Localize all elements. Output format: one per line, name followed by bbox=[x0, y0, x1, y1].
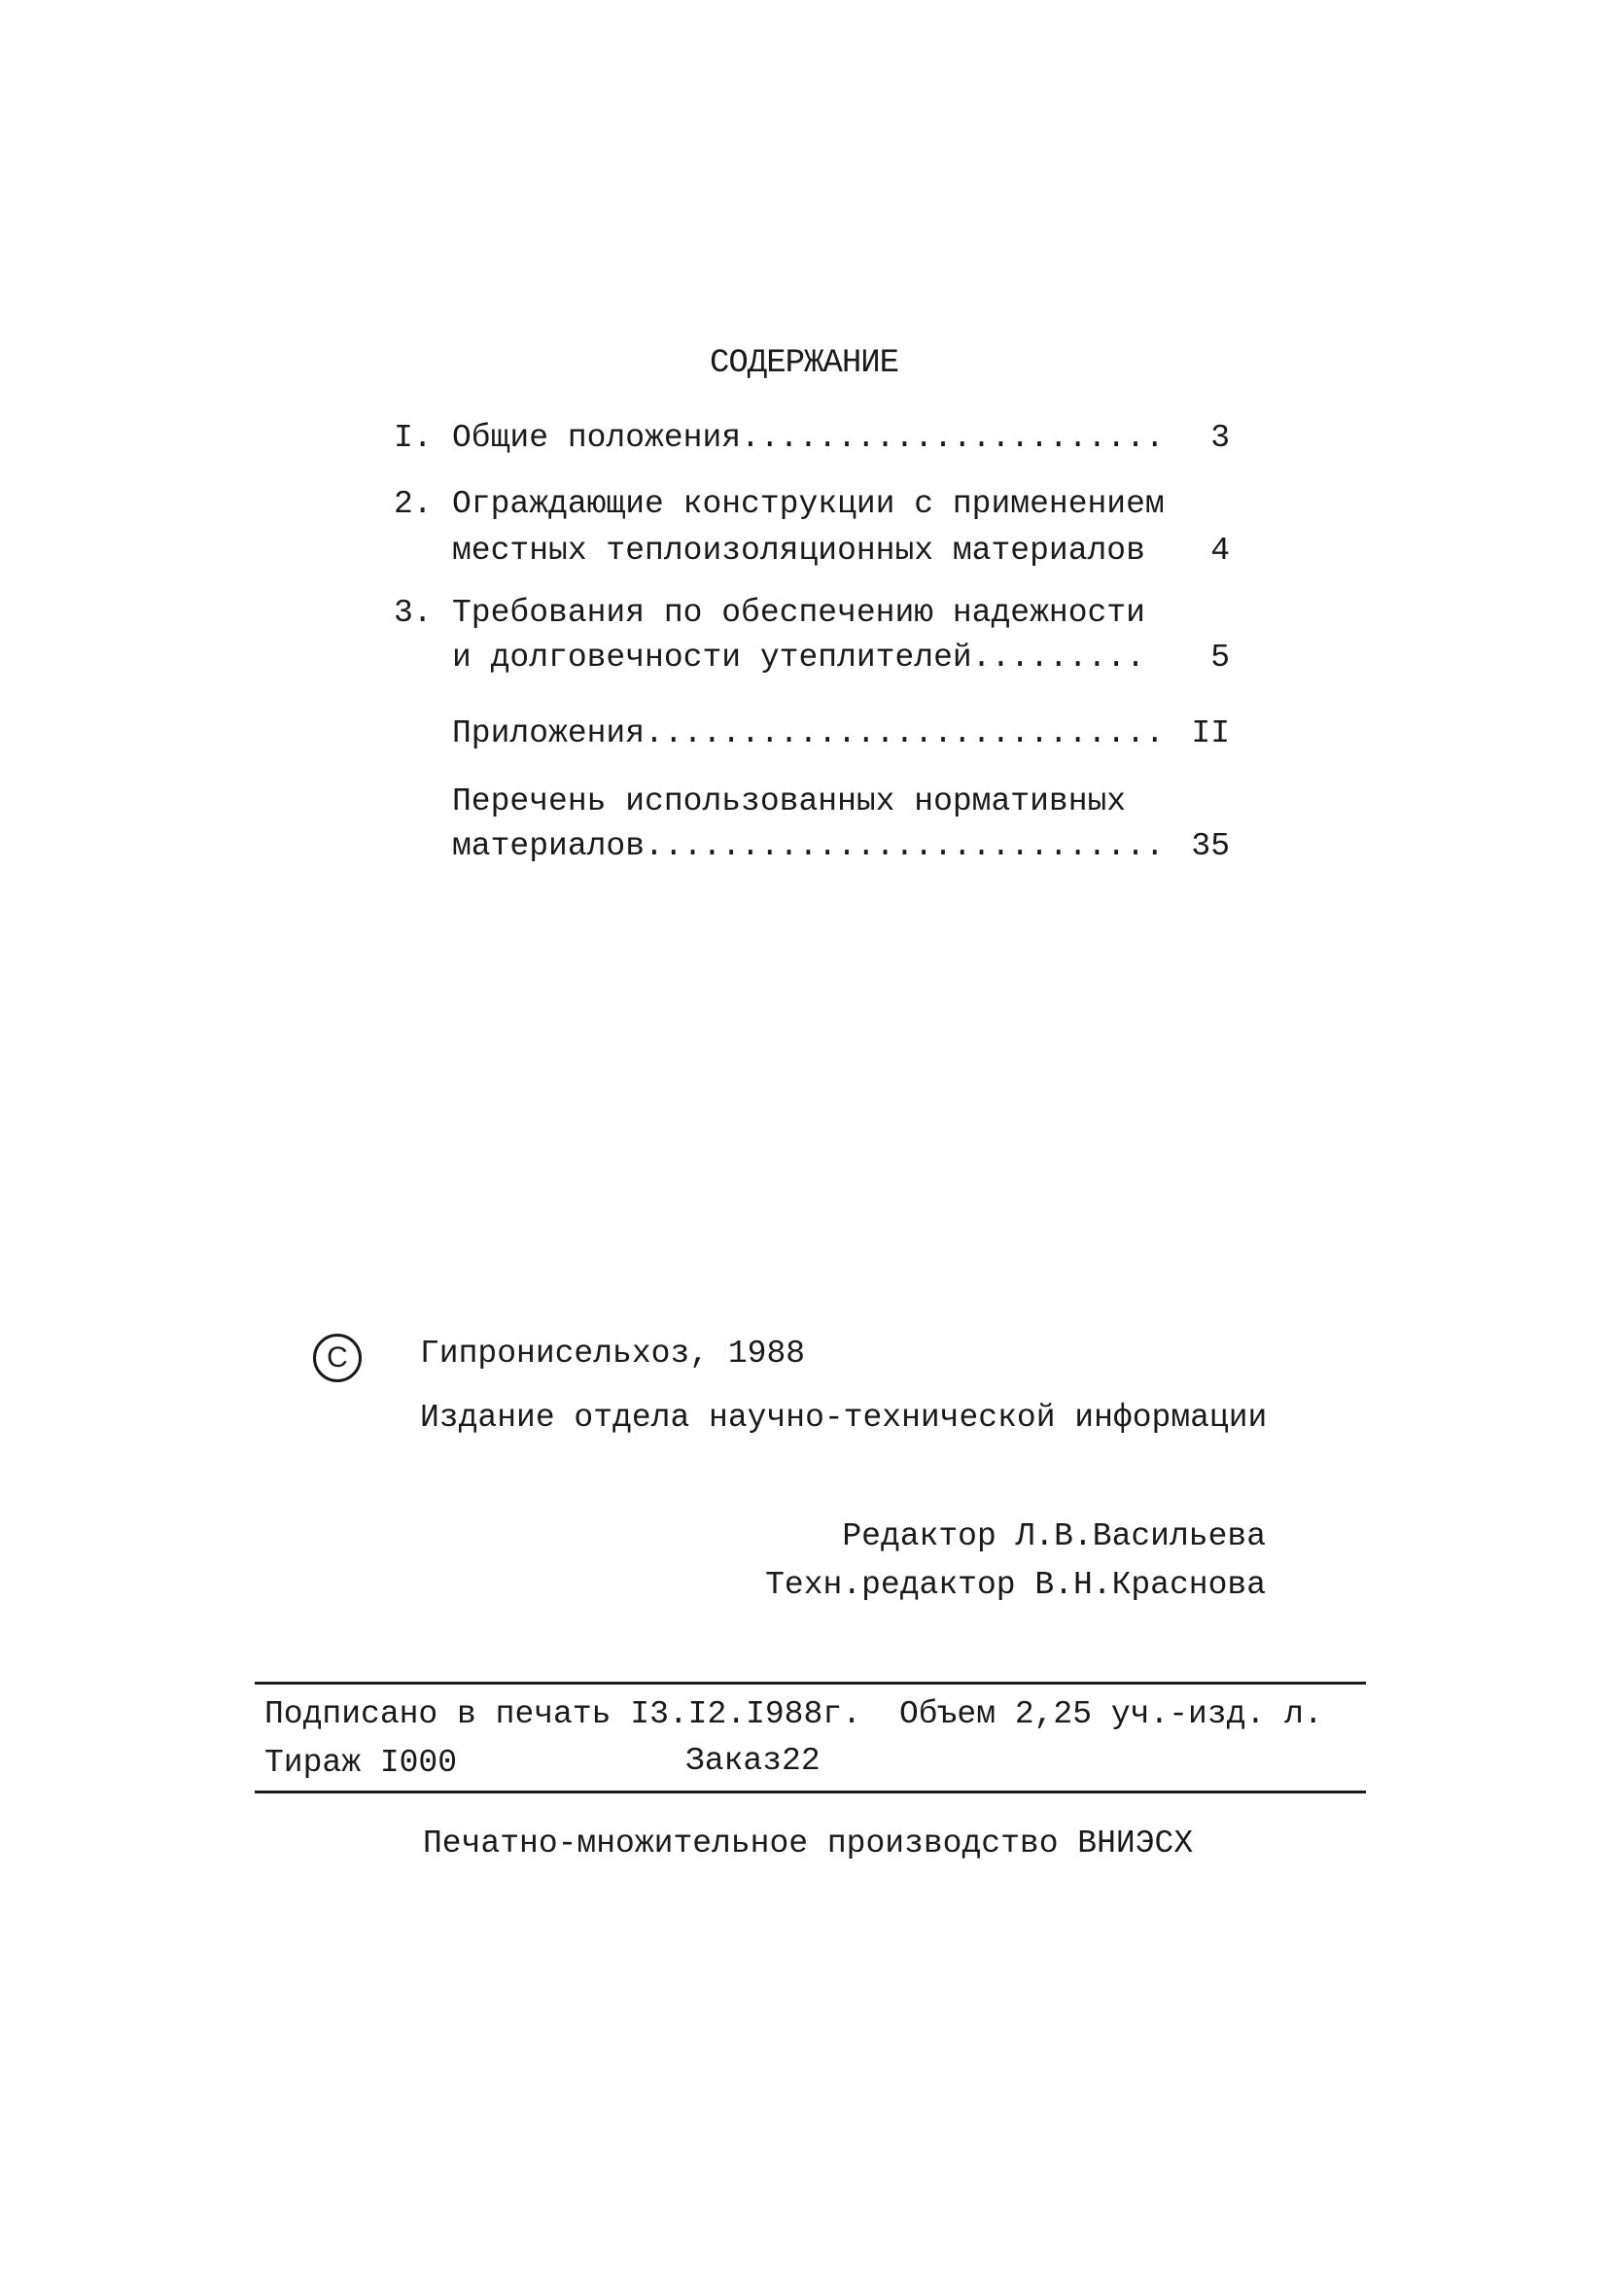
toc-item-text: Приложения........................... bbox=[452, 715, 1165, 751]
toc-item-text: Ограждающие конструкции с применением bbox=[452, 486, 1165, 522]
contents-title: СОДЕРЖАНИЕ bbox=[710, 345, 899, 382]
toc-item-text: Перечень использованных нормативных bbox=[452, 783, 1127, 819]
copyright-icon: C bbox=[313, 1334, 362, 1382]
toc-item-number: 3. bbox=[394, 595, 433, 631]
toc-item-page: 4 bbox=[1210, 533, 1230, 569]
toc-item-page: 3 bbox=[1210, 420, 1230, 456]
volume: Объем 2,25 уч.-изд. л. bbox=[899, 1696, 1323, 1732]
signed-for-print: Подписано в печать I3.I2.I988г. bbox=[264, 1696, 861, 1732]
toc-item-page: 5 bbox=[1210, 640, 1230, 676]
order-number: Заказ22 bbox=[685, 1743, 821, 1779]
printer-name: Печатно-множительное производство ВНИЭСХ bbox=[423, 1826, 1194, 1861]
editor: Редактор Л.В.Васильева bbox=[842, 1518, 1266, 1554]
toc-item-text: Требования по обеспечению надежности bbox=[452, 595, 1145, 631]
toc-item-text-continued: материалов........................... bbox=[452, 828, 1165, 864]
divider-bottom bbox=[255, 1791, 1366, 1793]
tech-editor: Техн.редактор В.Н.Краснова bbox=[765, 1567, 1266, 1603]
circulation: Тираж I000 bbox=[264, 1745, 458, 1781]
divider-top bbox=[255, 1682, 1366, 1685]
toc-item-number: I. bbox=[394, 420, 433, 456]
toc-item-number: 2. bbox=[394, 486, 433, 522]
toc-item-page: II bbox=[1191, 715, 1230, 751]
publisher: Гипронисельхоз, 1988 bbox=[420, 1336, 806, 1372]
toc-item-text-continued: и долговечности утеплителей......... bbox=[452, 640, 1145, 676]
toc-item-page: 35 bbox=[1191, 828, 1230, 864]
toc-item-text: Общие положения...................... bbox=[452, 420, 1165, 456]
toc-item-text-continued: местных теплоизоляционных материалов bbox=[452, 533, 1145, 569]
edition-note: Издание отдела научно-технической информации bbox=[420, 1400, 1268, 1436]
